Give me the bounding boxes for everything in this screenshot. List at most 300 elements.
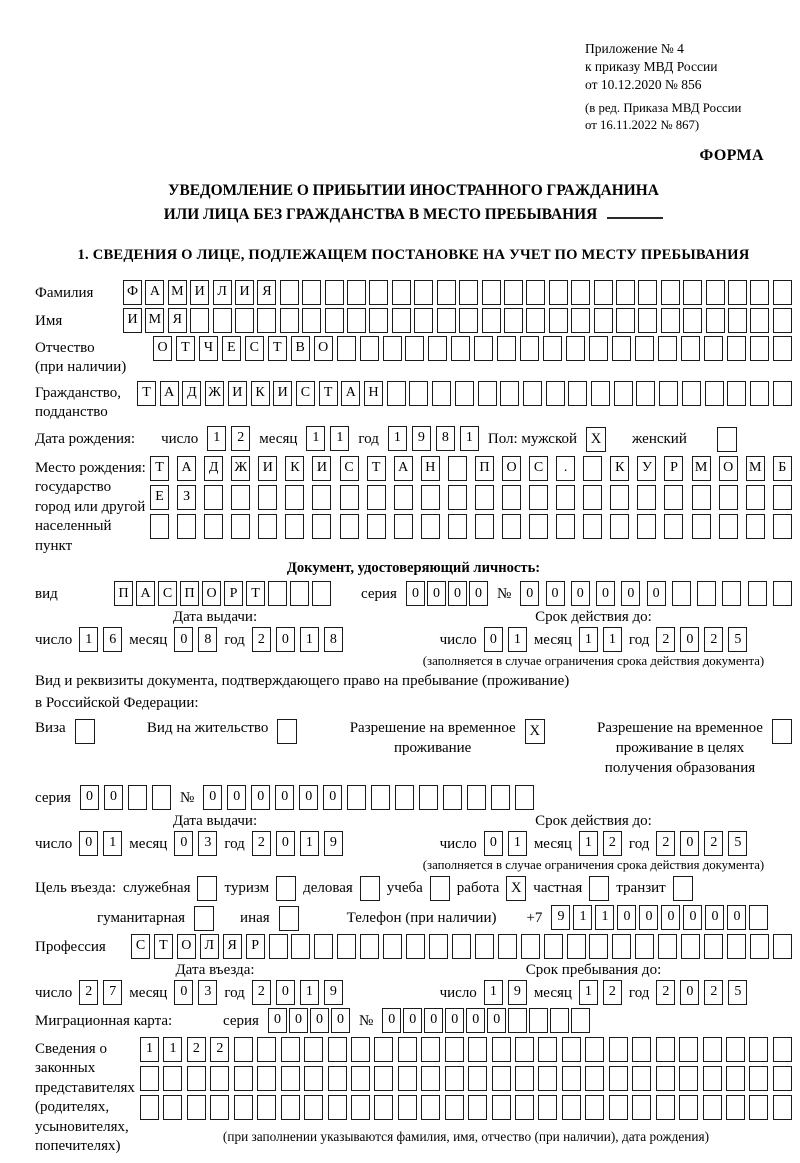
purpose-transit-checkbox[interactable] — [673, 876, 693, 901]
char-cell[interactable]: 2 — [187, 1037, 206, 1062]
char-cell[interactable]: Т — [319, 381, 338, 406]
char-cell[interactable]: 0 — [617, 905, 636, 930]
char-cell[interactable] — [281, 1037, 300, 1062]
char-cell[interactable] — [703, 1095, 722, 1120]
char-cell[interactable]: 0 — [683, 905, 702, 930]
char-cell[interactable] — [616, 308, 635, 333]
char-cell[interactable]: 1 — [163, 1037, 182, 1062]
char-cell[interactable] — [367, 485, 386, 510]
char-cell[interactable] — [703, 1066, 722, 1091]
char-cell[interactable]: 1 — [306, 426, 325, 451]
char-cell[interactable] — [681, 934, 700, 959]
char-cell[interactable] — [421, 1066, 440, 1091]
char-cell[interactable] — [637, 514, 656, 539]
char-cell[interactable]: А — [341, 381, 360, 406]
char-cell[interactable] — [632, 1095, 651, 1120]
char-cell[interactable] — [421, 1095, 440, 1120]
char-cell[interactable] — [500, 381, 519, 406]
char-cell[interactable] — [661, 308, 680, 333]
char-cell[interactable]: У — [637, 456, 656, 481]
char-cell[interactable] — [268, 581, 287, 606]
char-cell[interactable]: 6 — [103, 627, 122, 652]
char-cell[interactable]: С — [529, 456, 548, 481]
char-cell[interactable]: 0 — [289, 1008, 308, 1033]
char-cell[interactable] — [369, 308, 388, 333]
char-cell[interactable] — [658, 336, 677, 361]
char-cell[interactable] — [585, 1095, 604, 1120]
char-cell[interactable] — [304, 1066, 323, 1091]
char-cell[interactable] — [566, 336, 585, 361]
char-cell[interactable] — [609, 1066, 628, 1091]
char-cell[interactable]: 2 — [210, 1037, 229, 1062]
char-cell[interactable] — [658, 934, 677, 959]
char-cell[interactable]: 1 — [579, 831, 598, 856]
char-cell[interactable] — [704, 336, 723, 361]
char-cell[interactable]: 1 — [579, 980, 598, 1005]
char-cell[interactable] — [163, 1095, 182, 1120]
char-cell[interactable]: О — [314, 336, 333, 361]
char-cell[interactable] — [429, 934, 448, 959]
char-cell[interactable] — [571, 280, 590, 305]
char-cell[interactable]: И — [228, 381, 247, 406]
char-cell[interactable] — [150, 514, 169, 539]
char-cell[interactable] — [140, 1095, 159, 1120]
char-cell[interactable]: О — [153, 336, 172, 361]
char-cell[interactable] — [213, 308, 232, 333]
char-cell[interactable] — [706, 308, 725, 333]
char-cell[interactable]: 7 — [103, 980, 122, 1005]
char-cell[interactable]: И — [123, 308, 142, 333]
char-cell[interactable] — [661, 280, 680, 305]
char-cell[interactable] — [467, 785, 486, 810]
char-cell[interactable] — [498, 934, 517, 959]
char-cell[interactable]: Н — [421, 456, 440, 481]
char-cell[interactable]: 2 — [252, 627, 271, 652]
purpose-other-checkbox[interactable] — [279, 906, 299, 931]
char-cell[interactable]: 1 — [103, 831, 122, 856]
char-cell[interactable]: 9 — [324, 980, 343, 1005]
char-cell[interactable] — [152, 785, 171, 810]
char-cell[interactable] — [360, 934, 379, 959]
char-cell[interactable]: П — [114, 581, 133, 606]
char-cell[interactable] — [351, 1095, 370, 1120]
char-cell[interactable] — [632, 1037, 651, 1062]
char-cell[interactable]: Ч — [199, 336, 218, 361]
char-cell[interactable] — [406, 934, 425, 959]
char-cell[interactable]: 2 — [704, 627, 723, 652]
char-cell[interactable]: А — [145, 280, 164, 305]
char-cell[interactable] — [383, 934, 402, 959]
char-cell[interactable] — [337, 934, 356, 959]
char-cell[interactable]: Т — [154, 934, 173, 959]
char-cell[interactable]: О — [502, 456, 521, 481]
char-cell[interactable] — [371, 785, 390, 810]
char-cell[interactable] — [482, 280, 501, 305]
char-cell[interactable]: 1 — [508, 627, 527, 652]
char-cell[interactable] — [773, 336, 792, 361]
char-cell[interactable] — [638, 308, 657, 333]
char-cell[interactable]: 0 — [448, 581, 467, 606]
char-cell[interactable] — [726, 1095, 745, 1120]
char-cell[interactable] — [177, 514, 196, 539]
char-cell[interactable] — [692, 514, 711, 539]
char-cell[interactable]: 0 — [520, 581, 539, 606]
char-cell[interactable] — [374, 1037, 393, 1062]
char-cell[interactable]: 0 — [299, 785, 318, 810]
char-cell[interactable]: 0 — [251, 785, 270, 810]
char-cell[interactable] — [421, 1037, 440, 1062]
char-cell[interactable] — [351, 1066, 370, 1091]
char-cell[interactable] — [280, 308, 299, 333]
char-cell[interactable] — [257, 1095, 276, 1120]
char-cell[interactable] — [405, 336, 424, 361]
char-cell[interactable]: 2 — [79, 980, 98, 1005]
char-cell[interactable] — [589, 934, 608, 959]
char-cell[interactable]: О — [202, 581, 221, 606]
char-cell[interactable] — [515, 785, 534, 810]
char-cell[interactable]: С — [131, 934, 150, 959]
char-cell[interactable] — [325, 280, 344, 305]
char-cell[interactable] — [746, 514, 765, 539]
char-cell[interactable] — [612, 934, 631, 959]
char-cell[interactable] — [409, 381, 428, 406]
char-cell[interactable] — [231, 485, 250, 510]
char-cell[interactable] — [374, 1095, 393, 1120]
char-cell[interactable]: И — [235, 280, 254, 305]
char-cell[interactable] — [258, 485, 277, 510]
char-cell[interactable] — [414, 308, 433, 333]
char-cell[interactable]: 0 — [680, 831, 699, 856]
char-cell[interactable]: П — [475, 456, 494, 481]
char-cell[interactable]: 0 — [445, 1008, 464, 1033]
char-cell[interactable]: 2 — [704, 980, 723, 1005]
char-cell[interactable] — [529, 514, 548, 539]
char-cell[interactable] — [445, 1037, 464, 1062]
char-cell[interactable] — [452, 934, 471, 959]
char-cell[interactable] — [340, 514, 359, 539]
char-cell[interactable] — [773, 581, 792, 606]
char-cell[interactable] — [302, 308, 321, 333]
char-cell[interactable]: 1 — [579, 627, 598, 652]
char-cell[interactable]: К — [610, 456, 629, 481]
char-cell[interactable] — [347, 308, 366, 333]
char-cell[interactable]: 0 — [727, 905, 746, 930]
char-cell[interactable] — [285, 485, 304, 510]
purpose-work-checkbox[interactable]: X — [506, 876, 526, 901]
char-cell[interactable]: 0 — [466, 1008, 485, 1033]
char-cell[interactable]: 1 — [484, 980, 503, 1005]
char-cell[interactable] — [235, 308, 254, 333]
char-cell[interactable]: 5 — [728, 627, 747, 652]
char-cell[interactable]: И — [190, 280, 209, 305]
char-cell[interactable] — [568, 381, 587, 406]
char-cell[interactable]: 5 — [728, 831, 747, 856]
char-cell[interactable]: 1 — [603, 627, 622, 652]
char-cell[interactable]: 0 — [427, 581, 446, 606]
char-cell[interactable] — [383, 336, 402, 361]
char-cell[interactable] — [351, 1037, 370, 1062]
char-cell[interactable] — [571, 308, 590, 333]
char-cell[interactable] — [521, 934, 540, 959]
char-cell[interactable]: 0 — [546, 581, 565, 606]
char-cell[interactable] — [414, 280, 433, 305]
char-cell[interactable]: . — [556, 456, 575, 481]
char-cell[interactable]: 0 — [484, 831, 503, 856]
char-cell[interactable] — [443, 785, 462, 810]
char-cell[interactable]: 0 — [621, 581, 640, 606]
char-cell[interactable] — [459, 280, 478, 305]
char-cell[interactable]: И — [273, 381, 292, 406]
char-cell[interactable] — [421, 514, 440, 539]
char-cell[interactable] — [328, 1095, 347, 1120]
char-cell[interactable] — [750, 934, 769, 959]
char-cell[interactable]: 0 — [661, 905, 680, 930]
char-cell[interactable] — [210, 1095, 229, 1120]
char-cell[interactable] — [231, 514, 250, 539]
char-cell[interactable] — [347, 280, 366, 305]
char-cell[interactable] — [750, 381, 769, 406]
char-cell[interactable]: 2 — [656, 627, 675, 652]
char-cell[interactable] — [234, 1037, 253, 1062]
char-cell[interactable] — [549, 308, 568, 333]
char-cell[interactable]: О — [177, 934, 196, 959]
char-cell[interactable] — [497, 336, 516, 361]
char-cell[interactable] — [526, 308, 545, 333]
char-cell[interactable]: 2 — [704, 831, 723, 856]
char-cell[interactable] — [419, 785, 438, 810]
char-cell[interactable] — [455, 381, 474, 406]
char-cell[interactable] — [312, 581, 331, 606]
char-cell[interactable] — [750, 336, 769, 361]
char-cell[interactable]: Б — [773, 456, 792, 481]
char-cell[interactable]: 2 — [252, 980, 271, 1005]
char-cell[interactable] — [515, 1066, 534, 1091]
char-cell[interactable] — [314, 934, 333, 959]
char-cell[interactable]: 0 — [104, 785, 123, 810]
char-cell[interactable]: 0 — [406, 581, 425, 606]
char-cell[interactable]: Д — [182, 381, 201, 406]
char-cell[interactable]: 0 — [403, 1008, 422, 1033]
char-cell[interactable] — [340, 485, 359, 510]
char-cell[interactable]: О — [719, 456, 738, 481]
char-cell[interactable]: 1 — [330, 426, 349, 451]
char-cell[interactable] — [550, 1008, 569, 1033]
char-cell[interactable] — [773, 934, 792, 959]
char-cell[interactable]: Н — [364, 381, 383, 406]
char-cell[interactable] — [451, 336, 470, 361]
char-cell[interactable] — [773, 308, 792, 333]
char-cell[interactable] — [656, 1095, 675, 1120]
char-cell[interactable] — [681, 336, 700, 361]
char-cell[interactable] — [163, 1066, 182, 1091]
char-cell[interactable] — [591, 381, 610, 406]
char-cell[interactable]: Д — [204, 456, 223, 481]
char-cell[interactable]: Ф — [123, 280, 142, 305]
char-cell[interactable] — [610, 514, 629, 539]
char-cell[interactable]: Т — [150, 456, 169, 481]
char-cell[interactable] — [387, 381, 406, 406]
char-cell[interactable]: А — [160, 381, 179, 406]
char-cell[interactable] — [583, 456, 602, 481]
char-cell[interactable] — [538, 1066, 557, 1091]
char-cell[interactable] — [475, 485, 494, 510]
char-cell[interactable] — [437, 280, 456, 305]
char-cell[interactable] — [508, 1008, 527, 1033]
char-cell[interactable] — [432, 381, 451, 406]
char-cell[interactable] — [257, 308, 276, 333]
char-cell[interactable] — [562, 1066, 581, 1091]
char-cell[interactable]: 0 — [227, 785, 246, 810]
char-cell[interactable] — [705, 381, 724, 406]
char-cell[interactable] — [773, 381, 792, 406]
char-cell[interactable]: 2 — [252, 831, 271, 856]
char-cell[interactable]: Р — [246, 934, 265, 959]
char-cell[interactable] — [421, 485, 440, 510]
char-cell[interactable]: 0 — [174, 627, 193, 652]
char-cell[interactable] — [395, 785, 414, 810]
char-cell[interactable]: 1 — [573, 905, 592, 930]
char-cell[interactable] — [773, 485, 792, 510]
char-cell[interactable] — [428, 336, 447, 361]
char-cell[interactable] — [679, 1095, 698, 1120]
char-cell[interactable] — [482, 308, 501, 333]
char-cell[interactable] — [672, 581, 691, 606]
char-cell[interactable] — [616, 280, 635, 305]
char-cell[interactable]: Р — [224, 581, 243, 606]
char-cell[interactable]: И — [258, 456, 277, 481]
char-cell[interactable] — [523, 381, 542, 406]
char-cell[interactable]: Т — [268, 336, 287, 361]
char-cell[interactable] — [692, 485, 711, 510]
char-cell[interactable] — [632, 1066, 651, 1091]
char-cell[interactable]: 9 — [508, 980, 527, 1005]
char-cell[interactable] — [636, 381, 655, 406]
char-cell[interactable] — [526, 280, 545, 305]
char-cell[interactable] — [459, 308, 478, 333]
char-cell[interactable]: П — [180, 581, 199, 606]
char-cell[interactable] — [773, 1066, 792, 1091]
char-cell[interactable] — [445, 1095, 464, 1120]
char-cell[interactable]: Т — [176, 336, 195, 361]
char-cell[interactable] — [583, 485, 602, 510]
char-cell[interactable]: Т — [137, 381, 156, 406]
char-cell[interactable] — [515, 1095, 534, 1120]
char-cell[interactable]: 1 — [300, 831, 319, 856]
char-cell[interactable]: 0 — [382, 1008, 401, 1033]
char-cell[interactable]: Я — [168, 308, 187, 333]
char-cell[interactable] — [750, 280, 769, 305]
char-cell[interactable] — [269, 934, 288, 959]
char-cell[interactable]: М — [168, 280, 187, 305]
char-cell[interactable] — [612, 336, 631, 361]
char-cell[interactable] — [719, 485, 738, 510]
char-cell[interactable] — [529, 485, 548, 510]
char-cell[interactable] — [556, 514, 575, 539]
char-cell[interactable] — [302, 280, 321, 305]
char-cell[interactable]: 0 — [276, 980, 295, 1005]
char-cell[interactable]: 0 — [639, 905, 658, 930]
char-cell[interactable] — [468, 1037, 487, 1062]
char-cell[interactable] — [280, 280, 299, 305]
char-cell[interactable] — [609, 1095, 628, 1120]
char-cell[interactable] — [398, 1066, 417, 1091]
char-cell[interactable] — [369, 280, 388, 305]
char-cell[interactable]: 1 — [140, 1037, 159, 1062]
char-cell[interactable] — [398, 1095, 417, 1120]
char-cell[interactable] — [374, 1066, 393, 1091]
char-cell[interactable]: Е — [150, 485, 169, 510]
char-cell[interactable] — [773, 1095, 792, 1120]
char-cell[interactable]: 2 — [231, 426, 250, 451]
char-cell[interactable] — [773, 280, 792, 305]
char-cell[interactable]: 0 — [484, 627, 503, 652]
char-cell[interactable] — [504, 308, 523, 333]
purpose-study-checkbox[interactable] — [430, 876, 450, 901]
char-cell[interactable] — [719, 514, 738, 539]
char-cell[interactable]: 0 — [469, 581, 488, 606]
char-cell[interactable] — [445, 1066, 464, 1091]
char-cell[interactable]: 2 — [656, 980, 675, 1005]
char-cell[interactable] — [749, 1095, 768, 1120]
char-cell[interactable]: 0 — [705, 905, 724, 930]
purpose-tourism-checkbox[interactable] — [276, 876, 296, 901]
char-cell[interactable]: 8 — [198, 627, 217, 652]
char-cell[interactable] — [392, 280, 411, 305]
char-cell[interactable] — [347, 785, 366, 810]
char-cell[interactable]: 9 — [551, 905, 570, 930]
char-cell[interactable] — [589, 336, 608, 361]
char-cell[interactable]: М — [145, 308, 164, 333]
char-cell[interactable] — [281, 1095, 300, 1120]
char-cell[interactable] — [290, 581, 309, 606]
char-cell[interactable]: 8 — [324, 627, 343, 652]
char-cell[interactable] — [722, 581, 741, 606]
char-cell[interactable]: 2 — [603, 980, 622, 1005]
char-cell[interactable] — [291, 934, 310, 959]
char-cell[interactable] — [679, 1037, 698, 1062]
char-cell[interactable]: 1 — [300, 627, 319, 652]
char-cell[interactable] — [549, 280, 568, 305]
char-cell[interactable]: Я — [257, 280, 276, 305]
char-cell[interactable]: 0 — [79, 831, 98, 856]
char-cell[interactable]: 3 — [198, 831, 217, 856]
purpose-business-checkbox[interactable] — [360, 876, 380, 901]
char-cell[interactable] — [585, 1066, 604, 1091]
char-cell[interactable] — [683, 308, 702, 333]
char-cell[interactable] — [257, 1066, 276, 1091]
char-cell[interactable] — [187, 1066, 206, 1091]
purpose-humanitarian-checkbox[interactable] — [194, 906, 214, 931]
char-cell[interactable]: 0 — [680, 627, 699, 652]
char-cell[interactable]: 0 — [174, 831, 193, 856]
char-cell[interactable]: К — [251, 381, 270, 406]
char-cell[interactable] — [475, 514, 494, 539]
char-cell[interactable] — [448, 456, 467, 481]
char-cell[interactable] — [474, 336, 493, 361]
char-cell[interactable]: Т — [246, 581, 265, 606]
char-cell[interactable] — [538, 1095, 557, 1120]
char-cell[interactable]: 5 — [728, 980, 747, 1005]
char-cell[interactable] — [704, 934, 723, 959]
char-cell[interactable]: С — [245, 336, 264, 361]
char-cell[interactable] — [529, 1008, 548, 1033]
char-cell[interactable] — [285, 514, 304, 539]
char-cell[interactable] — [638, 280, 657, 305]
char-cell[interactable] — [492, 1066, 511, 1091]
char-cell[interactable]: С — [296, 381, 315, 406]
char-cell[interactable] — [610, 485, 629, 510]
char-cell[interactable] — [664, 485, 683, 510]
